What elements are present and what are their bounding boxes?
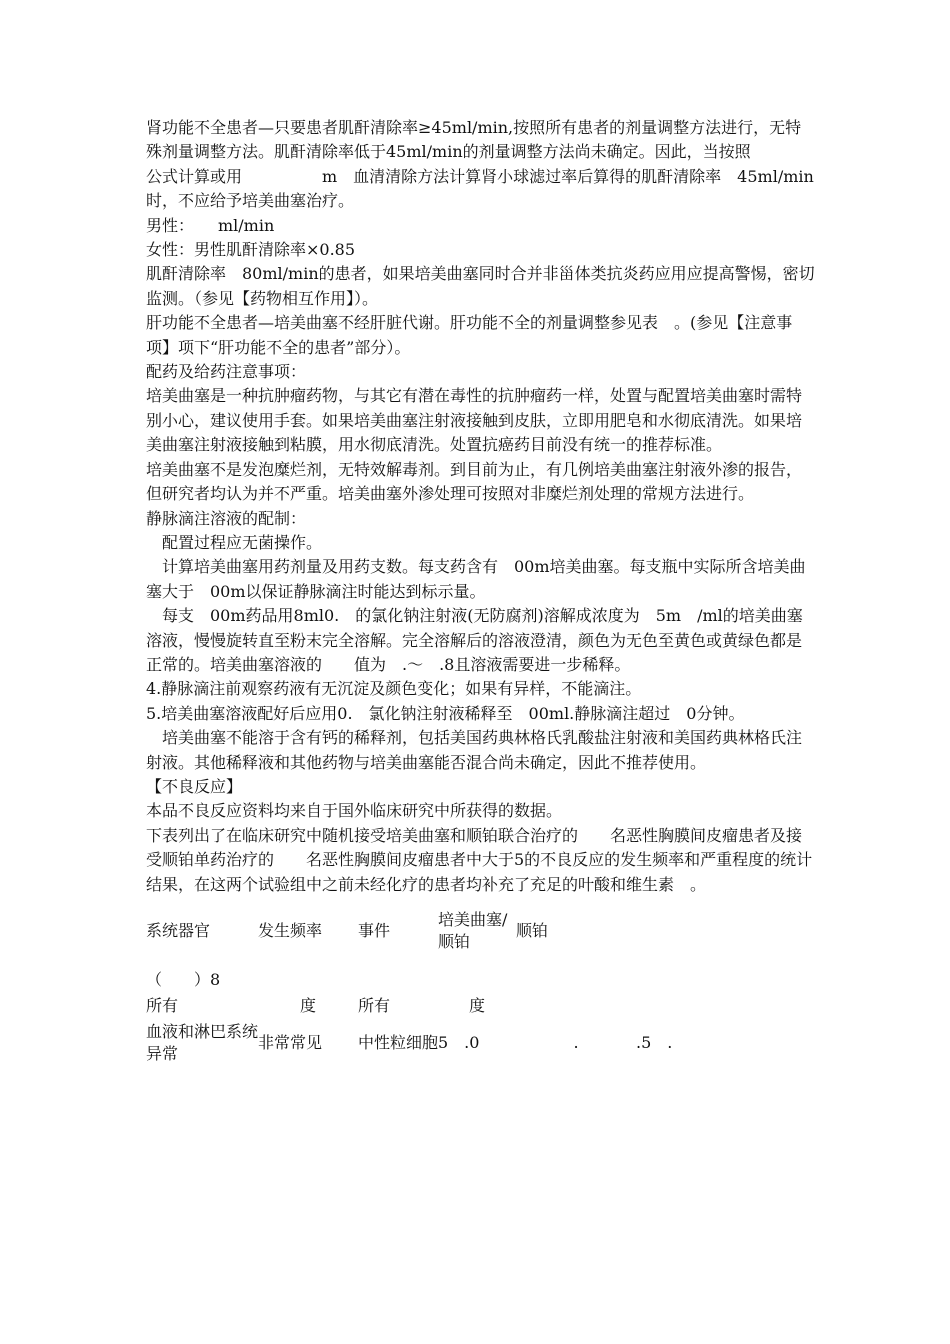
table-row — [146, 993, 756, 1019]
table-row — [146, 955, 756, 993]
header-system-organ: 系统器官 — [146, 921, 211, 940]
cell-event: 中性粒细胞 — [358, 1033, 439, 1052]
paragraph-nsaid: 肌酐清除率 80ml/min的患者，如果培美曲塞同时合并非甾体类抗炎药应用应提高警惕，密切监测。（参见【药物相互作用】）。 — [146, 264, 815, 308]
paragraph-female: 女性：男性肌酐清除率×0.85 — [146, 240, 356, 260]
document-page — [146, 116, 863, 1067]
header-frequency: 发生频率 — [258, 921, 323, 940]
paragraph-extravasation: 培美曲塞不是发泡糜烂剂，无特效解毒剂。到目前为止，有几例培美曲塞注射液外渗的报告，但研究者均认为并不严重。培美曲塞外渗处理可按照对非糜烂剂处理的常规方法进行。 — [146, 459, 803, 504]
paragraph-hepatic: 肝功能不全患者—培美曲塞不经肝脏代谢。肝功能不全的剂量调整参见表 。(参见【注意事项】项下“肝功能不全的患者”部分）。 — [146, 313, 793, 357]
table-row — [146, 1019, 756, 1067]
cell-value-1: 5 .0 — [438, 1033, 480, 1052]
paragraph-source: 本品不良反应资料均来自于国外临床研究中所获得的数据。 — [146, 801, 563, 821]
paragraph-handling: 培美曲塞是一种抗肿瘤药物，与其它有潜在毒性的抗肿瘤药一样，处置与配置培美曲塞时需特别小心，建议使用手套。如果培美曲塞注射液接触到皮肤，立即用肥皂和水彻底清洗。如果培美曲塞注射液接触到粘膜，用水彻底清洗。处置抗癌药目前没有统一的推荐标准。 — [146, 386, 803, 455]
grade-all-1: 所有 — [146, 996, 179, 1015]
section-heading-preparation: 静脉滴注溶液的配制： — [146, 508, 307, 528]
paragraph-calcium: 培美曲塞不能溶于含有钙的稀释剂，包括美国药典林格氏乳酸盐注射液和美国药典林格氏注射液。其他稀释液和其他药物与培美曲塞能否混合尚未确定，因此不推荐使用。 — [146, 728, 803, 772]
grade-degree-2: 度 — [468, 996, 485, 1015]
paragraph-male: 男性： ml/min — [146, 215, 275, 235]
header-event: 事件 — [358, 921, 391, 940]
paragraph-renal: 肾功能不全患者—只要患者肌酐清除率≥45ml/min,按照所有患者的剂量调整方法进行，无特殊剂量调整方法。肌酐清除率低于45ml/min的剂量调整方法尚未确定。因此，当按照 公式计算或用 m 血清清除方法计算肾小球滤过率后算得的肌酐清除率 45ml/min时，不应给予培美曲塞治疗。 — [146, 118, 863, 211]
header-cisplatin: 顺铂 — [516, 921, 549, 940]
cell-frequency: 非常常见 — [258, 1033, 323, 1052]
step-calculate: 计算培美曲塞用药剂量及用药支数。每支药含有 00m培美曲塞。每支瓶中实际所含培美曲塞大于 00m以保证静脉滴注时能达到标示量。 — [146, 557, 806, 601]
step-inspect: 4.静脉滴注前观察药液有无沉淀及颜色变化；如果有异样，不能滴注。 — [146, 679, 642, 699]
table-header-row — [146, 907, 756, 955]
grade-all-2: 所有 — [358, 996, 391, 1015]
sample-size-cell: （ ）8 — [146, 970, 221, 989]
header-pemetrexed-cisplatin: 培美曲塞/顺铂 — [438, 910, 508, 951]
cell-value-3: .5 . — [636, 1033, 673, 1052]
cell-value-2: . — [573, 1033, 579, 1052]
section-heading-adverse: 【不良反应】 — [146, 776, 243, 796]
step-dilute: 5.培美曲塞溶液配好后应用0. 氯化钠注射液稀释至 00ml.静脉滴注超过 0分钟。 — [146, 703, 745, 723]
paragraph-table-intro: 下表列出了在临床研究中随机接受培美曲塞和顺铂联合治疗的 名恶性胸膜间皮瘤患者及接受顺铂单药治疗的 名恶性胸膜间皮瘤患者中大于5的不良反应的发生频率和严重程度的统计结果，在这两个试验组中之前未经化疗的患者均补充了充足的叶酸和维生素 。 — [146, 825, 813, 894]
adverse-reaction-table — [146, 907, 756, 1067]
grade-degree-1: 度 — [299, 996, 316, 1015]
step-reconstitute: 每支 00m药品用8ml0. 的氯化钠注射液(无防腐剂)溶解成浓度为 5m /ml的培美曲塞溶液，慢慢旋转直至粉末完全溶解。完全溶解后的溶液澄清，颜色为无色至黄色或黄绿色都是正常的。培美曲塞溶液的 值为 .～ .8且溶液需要进一步稀释。 — [146, 606, 803, 674]
step-aseptic: 配置过程应无菌操作。 — [146, 532, 323, 552]
cell-system: 血液和淋巴系统异常 — [146, 1022, 259, 1063]
section-heading-dispensing: 配药及给药注意事项： — [146, 362, 307, 382]
